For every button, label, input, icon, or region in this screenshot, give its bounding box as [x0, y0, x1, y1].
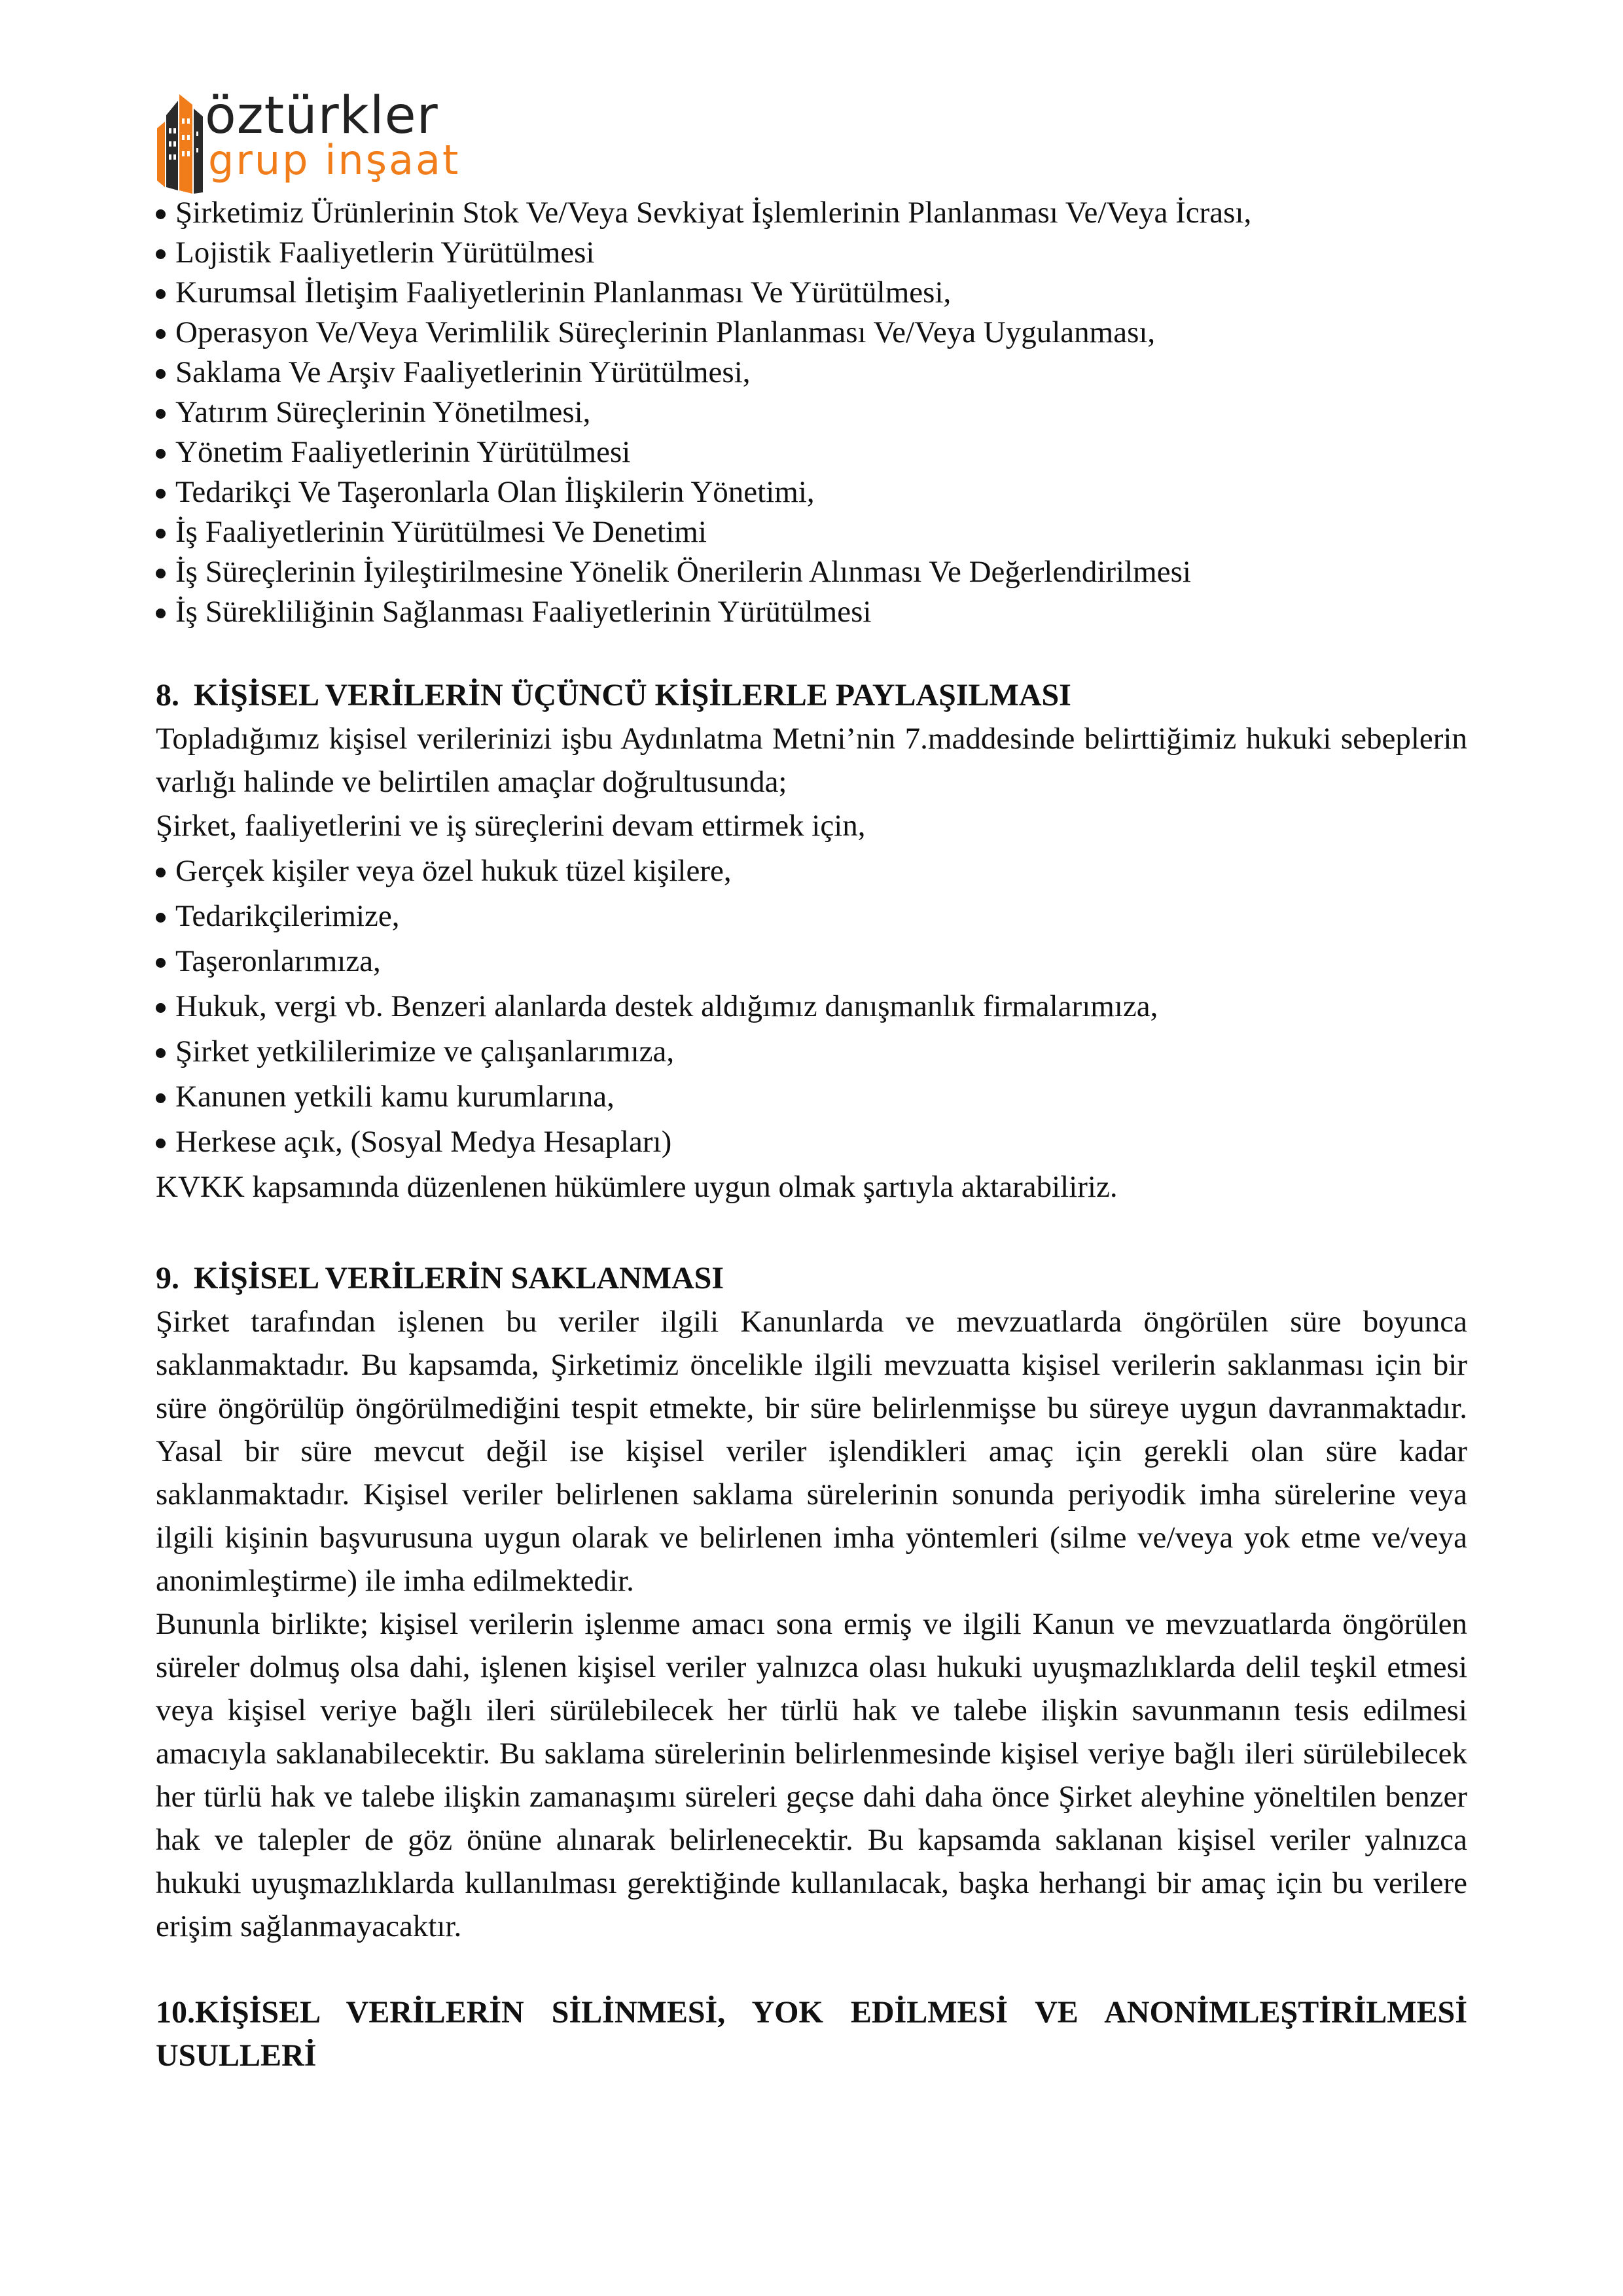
list-item: Operasyon Ve/Veya Verimlilik Süreçlerinin Planlanması Ve/Veya Uygulanması,	[156, 313, 1467, 353]
bullet-icon	[156, 1048, 166, 1058]
section-9-paragraph-2: Bununla birlikte; kişisel verilerin işlenme amacı sona ermiş ve ilgili Kanun ve mevzuatlarda öngörülen süreler dolmuş olsa dahi, işlenen kişisel veriler yalnızca olası hukuki uyuşmazlıklarda delil teşkil etmesi veya kişisel veriye bağlı ileri sürülebilecek her türlü hak ve talebe ilişkin savunmanın tesis edilmesi amacıyla saklanabilecektir. Bu saklama sürelerinin belirlenmesinde kişisel veriye bağlı ileri sürülebilecek her türlü hak ve talebe ilişkin zamanaşımı süreleri geçse dahi daha önce Şirket aleyhine yöneltilen benzer hak ve talepler de göz önüne alınarak belirlenecektir. Bu kapsamda saklanan kişisel veriler yalnızca hukuki uyuşmazlıklarda kullanılması gerektiğinde kullanılacak, başka herhangi bir amaç için bu verilere erişim sağlanmayacaktır.	[156, 1607, 1467, 1943]
bullet-icon	[156, 1093, 166, 1103]
bullet-icon	[156, 609, 166, 618]
logo-text-line1: öztürkler	[205, 86, 438, 145]
list-item: Yönetim Faaliyetlerinin Yürütülmesi	[156, 433, 1467, 472]
building-logo-icon	[156, 89, 208, 194]
bullet-icon	[156, 569, 166, 578]
section-8-closing: KVKK kapsamında düzenlenen hükümlere uygun olmak şartıyla aktarabiliriz.	[156, 1170, 1118, 1204]
list-item: Kurumsal İletişim Faaliyetlerinin Planlanması Ve Yürütülmesi,	[156, 273, 1467, 313]
list-item: Şirketimiz Ürünlerinin Stok Ve/Veya Sevkiyat İşlemlerinin Planlanması Ve/Veya İcrası,	[156, 193, 1467, 233]
section-8-heading	[156, 674, 1467, 717]
bullet-icon	[156, 958, 166, 968]
list-item: Saklama Ve Arşiv Faaliyetlerinin Yürütülmesi,	[156, 353, 1467, 393]
purpose-list	[156, 193, 1467, 632]
section-8-lead: Şirket, faaliyetlerini ve iş süreçlerini devam ettirmek için,	[156, 809, 866, 843]
section-9-paragraph-1: Şirket tarafından işlenen bu veriler ilgili Kanunlarda ve mevzuatlarda öngörülen süre boyunca saklanmaktadır. Bu kapsamda, Şirketimiz öncelikle ilgili mevzuatta kişisel verilerin saklanması için bir süre öngörülüp öngörülmediğini tespit etmekte, bir süre belirlenmişse bu süreye uygun davranmaktadır. Yasal bir süre mevcut değil ise kişisel veriler işlendikleri amaç için gerekli olan süre kadar saklanmaktadır. Kişisel veriler belirlenen saklama sürelerinin sonunda periyodik imha sürelerine veya ilgili kişinin başvurusuna uygun olarak ve belirlenen imha yöntemleri (silme ve/veya yok etme ve/veya anonimleştirme) ile imha edilmektedir.	[156, 1305, 1467, 1598]
bullet-icon	[156, 209, 166, 219]
bullet-icon	[156, 868, 166, 877]
document-body	[156, 193, 1467, 2077]
section-number: 8.	[156, 678, 179, 713]
section-number: 10.	[156, 1995, 195, 2030]
list-item: Herkese açık, (Sosyal Medya Hesapları)	[156, 1120, 1467, 1165]
section-8-intro: Topladığımız kişisel verilerinizi işbu Aydınlatma Metni’nin 7.maddesinde belirttiğimiz hukuki sebeplerin varlığı halinde ve belirtilen amaçlar doğrultusunda;	[156, 722, 1467, 799]
list-item: Hukuk, vergi vb. Benzeri alanlarda destek aldığımız danışmanlık firmalarımıza,	[156, 984, 1467, 1029]
company-logo	[156, 86, 522, 194]
list-item: Gerçek kişiler veya özel hukuk tüzel kişilere,	[156, 849, 1467, 894]
list-item: Lojistik Faaliyetlerin Yürütülmesi	[156, 233, 1467, 273]
bullet-icon	[156, 489, 166, 499]
section-number: 9.	[156, 1261, 179, 1296]
recipient-list	[156, 849, 1467, 1165]
list-item: Yatırım Süreçlerinin Yönetilmesi,	[156, 393, 1467, 433]
section-title: KİŞİSEL VERİLERİN SİLİNMESİ, YOK EDİLMESİ VE ANONİMLEŞTİRİLMESİ USULLERİ	[156, 1995, 1467, 2073]
list-item: Kanunen yetkili kamu kurumlarına,	[156, 1074, 1467, 1120]
bullet-icon	[156, 1003, 166, 1013]
bullet-icon	[156, 289, 166, 299]
bullet-icon	[156, 409, 166, 419]
list-item: Tedarikçi Ve Taşeronlarla Olan İlişkilerin Yönetimi,	[156, 472, 1467, 512]
bullet-icon	[156, 529, 166, 539]
section-title: KİŞİSEL VERİLERİN SAKLANMASI	[194, 1261, 724, 1296]
bullet-icon	[156, 449, 166, 459]
list-item: İş Süreçlerinin İyileştirilmesine Yönelik Önerilerin Alınması Ve Değerlendirilmesi	[156, 552, 1467, 592]
list-item: Tedarikçilerimize,	[156, 894, 1467, 939]
bullet-icon	[156, 369, 166, 379]
list-item: Şirket yetkililerimize ve çalışanlarımıza,	[156, 1029, 1467, 1074]
bullet-icon	[156, 1139, 166, 1148]
list-item: Taşeronlarımıza,	[156, 939, 1467, 984]
bullet-icon	[156, 913, 166, 923]
section-9-heading	[156, 1257, 1467, 1300]
list-item: İş Faaliyetlerinin Yürütülmesi Ve Denetimi	[156, 512, 1467, 552]
list-item: İş Sürekliliğinin Sağlanması Faaliyetlerinin Yürütülmesi	[156, 592, 1467, 632]
section-title: KİŞİSEL VERİLERİN ÜÇÜNCÜ KİŞİLERLE PAYLAŞILMASI	[194, 678, 1071, 713]
logo-text-line2: grup inşaat	[208, 136, 461, 184]
bullet-icon	[156, 249, 166, 259]
bullet-icon	[156, 329, 166, 339]
section-10-heading	[156, 1991, 1467, 2077]
